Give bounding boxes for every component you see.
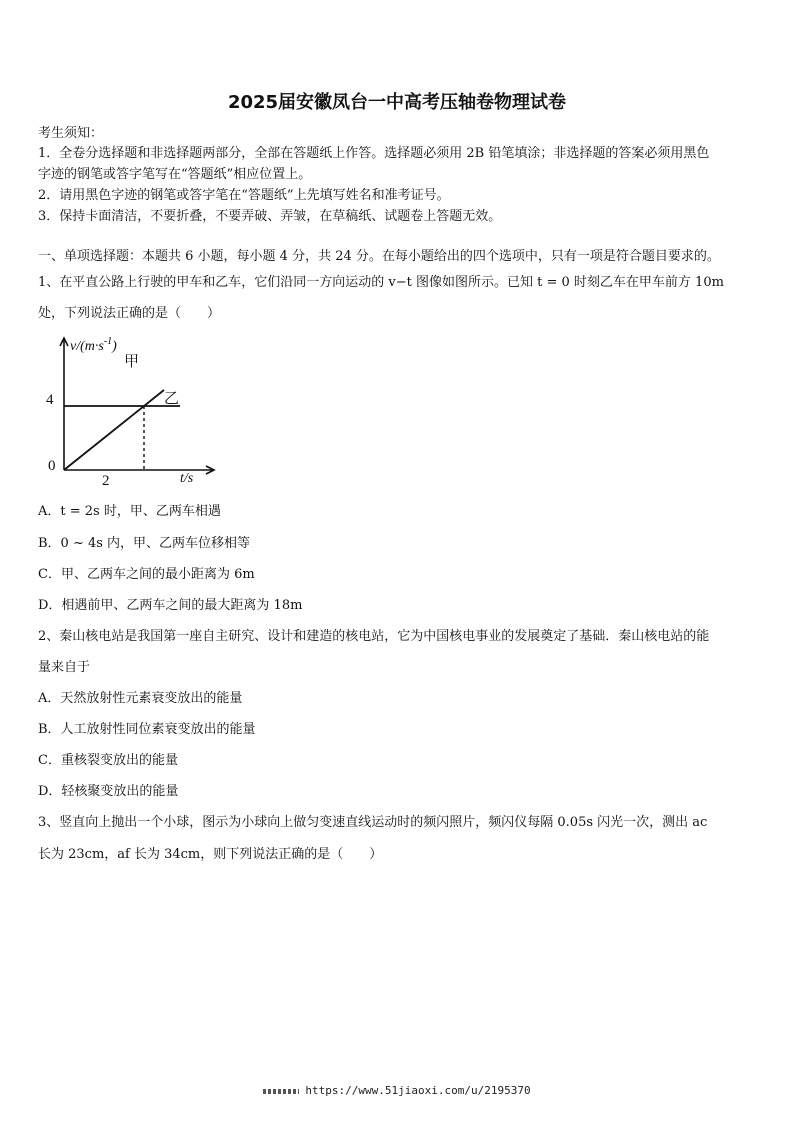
x-axis-label: t/s [180, 471, 194, 486]
question-2-option-d: D．轻核聚变放出的能量 [38, 784, 179, 799]
section-heading: 一、单项选择题：本题共 6 小题，每小题 4 分，共 24 分。在每小题给出的四个选项中，只有一项是符合题目要求的。 [38, 249, 720, 264]
series-yi-label: 乙 [164, 391, 180, 407]
question-2-option-a: A．天然放射性元素衰变放出的能量 [38, 691, 243, 706]
notice-line: 3．保持卡面清洁，不要折叠，不要弄破、弄皱，在草稿纸、试题卷上答题无效。 [38, 209, 502, 224]
question-3-stem-cont: 长为 23cm，af 长为 34cm，则下列说法正确的是（ ） [38, 847, 383, 862]
question-2-stem-cont: 量来自于 [38, 660, 91, 675]
question-1-stem-cont: 处，下列说法正确的是（ ） [38, 306, 221, 321]
origin-label: 0 [48, 458, 56, 474]
footer-url[interactable]: https://www.51jiaoxi.com/u/2195370 [305, 1084, 531, 1097]
notice-heading: 考生须知： [38, 126, 104, 141]
series-jia-label: 甲 [124, 354, 140, 370]
question-1-stem: 1、在平直公路上行驶的甲车和乙车，它们沿同一方向运动的 v−t 图像如图所示。已知 t = 0 时刻乙车在甲车前方 10m [38, 275, 724, 290]
page-title: 2025届安徽凤台一中高考压轴卷物理试卷 [227, 92, 567, 113]
vt-graph [38, 328, 228, 488]
question-1-option-d: D．相遇前甲、乙两车之间的最大距离为 18m [38, 598, 303, 613]
question-2-stem: 2、秦山核电站是我国第一座自主研究、设计和建造的核电站，它为中国核电事业的发展奠定了基础．秦山核电站的能 [38, 629, 710, 644]
question-3-stem: 3、竖直向上抛出一个小球，图示为小球向上做匀变速直线运动时的频闪照片，频闪仪每隔 0.05s 闪光一次，测出 ac [38, 815, 708, 830]
x-tick-label: 2 [102, 473, 110, 488]
watermark-mark-icon [263, 1089, 299, 1094]
notice-line: 2．请用黑色字迹的钢笔或答字笔在“答题纸”上先填写姓名和准考证号。 [38, 188, 450, 203]
notice-line: 字迹的钢笔或答字笔写在“答题纸”相应位置上。 [38, 167, 312, 182]
notice-line: 1．全卷分选择题和非选择题两部分，全部在答题纸上作答。选择题必须用 2B 铅笔填涂；非选择题的答案必须用黑色 [38, 146, 710, 161]
footer [0, 1084, 794, 1097]
question-1-option-a: A．t = 2s 时，甲、乙两车相遇 [38, 504, 221, 519]
question-2-option-c: C．重核裂变放出的能量 [38, 753, 178, 768]
series-jia-line [64, 390, 164, 470]
question-1-option-b: B．0 ~ 4s 内，甲、乙两车位移相等 [38, 536, 251, 551]
question-1-option-c: C．甲、乙两车之间的最小距离为 6m [38, 567, 255, 582]
y-tick-label: 4 [46, 392, 54, 408]
question-2-option-b: B．人工放射性同位素衰变放出的能量 [38, 722, 256, 737]
y-axis-label: $v/(m\cdot s^{-1})$ [70, 336, 117, 354]
